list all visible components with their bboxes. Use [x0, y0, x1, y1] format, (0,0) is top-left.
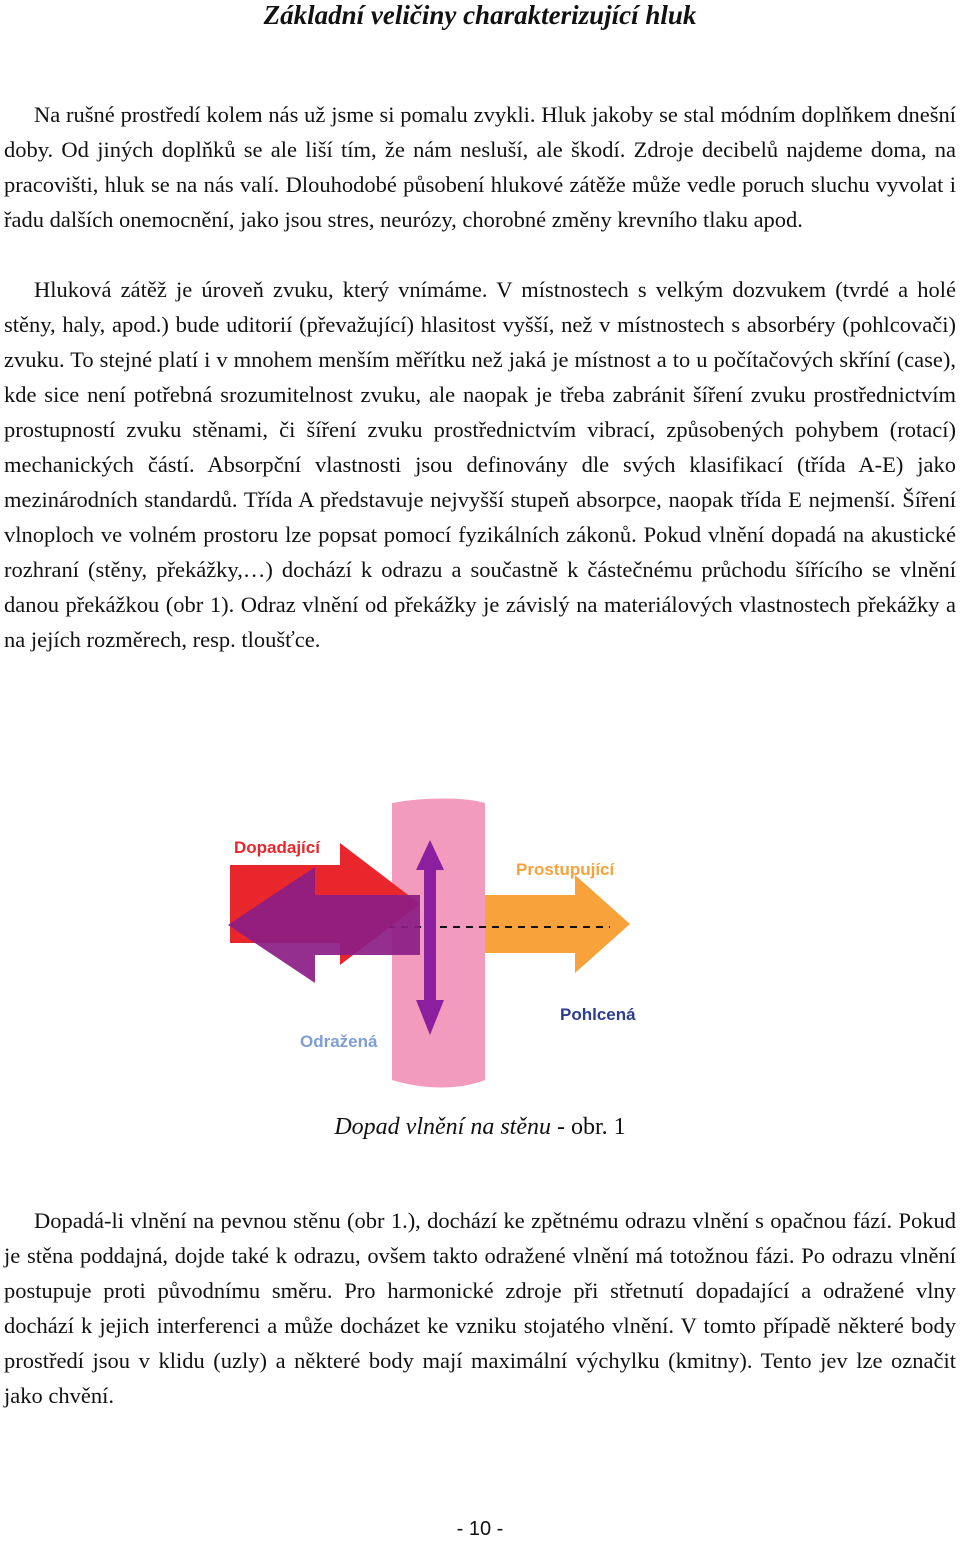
page-number: - 10 -	[456, 1518, 504, 1540]
paragraph-reflection: Dopadá-li vlnění na pevnou stěnu (obr 1.), dochází ke zpětnému odrazu vlnění s opačnou fází. Pokud je stěna poddajná, dojde také k odrazu, ovšem takto odražené vlnění má totožnou fázi. Po odrazu vlnění postupuje proti původnímu směru. Pro harmonické zdroje při střetnutí dopadající a odražené vlny dochází k jejich interferenci a může docházet ke vzniku stojatého vlnění. V tomto případě některé body prostředí jsou v klidu (uzly) a některé body mají maximální výchylku (kmitny). Tento jev lze označit jako chvění.	[4, 1208, 956, 1408]
label-transmitted: Prostupující	[516, 860, 615, 879]
page-title: Základní veličiny charakterizující hluk	[263, 0, 697, 30]
wave-incidence-figure	[220, 795, 660, 1090]
paragraph-noise-load: Hluková zátěž je úroveň zvuku, který vnímáme. V místnostech s velkým dozvukem (tvrdé a holé stěny, haly, apod.) bude uditorií (převažující) hlasitost vyšší, než v místnostech s absorbéry (pohlcovači) zvuku. To stejné platí i v mnohem menším měřítku než jaká je místnost a to u počítačových skříní (case), kde sice není potřebná srozumitelnost zvuku, ale naopak je třeba zabránit šíření zvuku prostřednictvím prostupností zvuku stěnami, či šíření zvuku prostřednictvím vibrací, způsobených pohybem (rotací) mechanických částí. Absorpční vlastnosti jsou definovány dle svých klasifikací (třída A-E) jako mezinárodních standardů. Třída A představuje nejvyšší stupeň absorpce, naopak třída E nejmenší. Šíření vlnoploch ve volném prostoru lze popsat pomocí fyzikálních zákonů. Pokud vlnění dopadá na akustické rozhraní (stěny, překážky,…) dochází k odrazu a součastně k částečnému průchodu šířícího se vlnění danou překážkou (obr 1). Odraz vlnění od překážky je závislý na materiálových vlastnostech překážky a na jejích rozměrech, resp. tloušťce.	[4, 277, 956, 652]
label-reflected: Odražená	[300, 1032, 378, 1051]
figure-caption	[0, 1112, 960, 1142]
paragraph-intro: Na rušné prostředí kolem nás už jsme si pomalu zvykli. Hluk jakoby se stal módním doplňkem dnešní doby. Od jiných doplňků se ale liší tím, že nám nesluší, ale škodí. Zdroje decibelů najdeme doma, na pracovišti, hluk se na nás valí. Dlouhodobé působení hlukové zátěže může vedle poruch sluchu vyvolat i řadu dalších onemocnění, jako jsou stres, neurózy, chorobné změny krevního tlaku apod.	[4, 102, 956, 232]
caption-italic: Dopad vlnění na stěnu	[334, 1114, 551, 1140]
figure-diagram	[220, 795, 660, 1090]
caption-suffix: - obr. 1	[550, 1114, 626, 1140]
label-incident: Dopadající	[234, 838, 320, 857]
label-absorbed: Pohlcená	[560, 1005, 636, 1024]
